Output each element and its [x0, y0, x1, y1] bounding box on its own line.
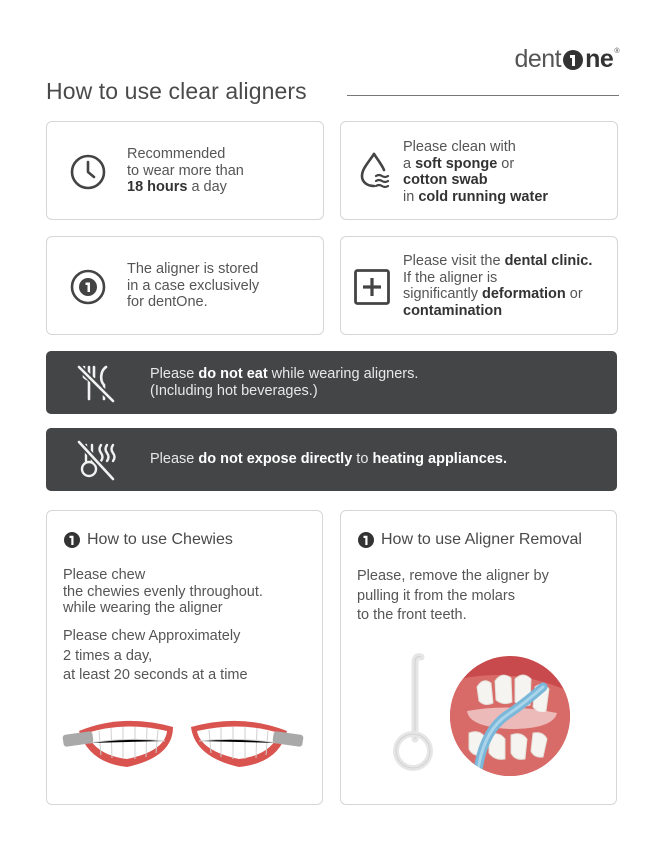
text-line [403, 156, 548, 173]
chewies-heading [63, 531, 233, 549]
card-storage-case [46, 236, 324, 335]
warning-bar-no-heat [46, 428, 617, 491]
card-cleaning [340, 121, 618, 220]
text-line [127, 261, 259, 278]
warning-no-eating-text [150, 366, 418, 399]
card-cleaning-text [403, 139, 548, 205]
dentone-bullet-icon [357, 531, 375, 549]
emphasis-text: cotton swab [403, 172, 488, 188]
chewies-line: at least 20 seconds at a time [63, 667, 248, 683]
body-text: a [403, 155, 416, 172]
text-line [403, 253, 592, 270]
body-text: If the aligner is [403, 269, 498, 286]
body-text: for dentOne. [127, 294, 208, 310]
text-line [403, 286, 592, 303]
text-line [403, 303, 592, 320]
card-chewies-guide [46, 510, 323, 805]
card-clinic-visit [340, 236, 618, 335]
body-text: significantly [403, 286, 482, 302]
emphasis-text: deformation [481, 286, 566, 302]
text-line [403, 270, 592, 287]
no-heat-icon [76, 439, 118, 481]
body-text: Please clean with [403, 139, 516, 155]
emphasis-text: do not eat [198, 366, 268, 382]
text-line [403, 189, 548, 206]
body-text: Please [150, 451, 199, 467]
logo-text-right: ne [585, 44, 614, 73]
text-line [150, 383, 418, 400]
text-line [403, 139, 548, 156]
medical-plus-icon [353, 268, 391, 306]
title-divider [347, 95, 619, 96]
removal-title: How to use Aligner Removal [381, 531, 582, 548]
dentone-case-icon [69, 268, 107, 306]
body-text: Recommended [127, 146, 226, 162]
body-text: (Including hot beverages.) [150, 382, 318, 399]
body-text: in a case exclusively [127, 277, 260, 294]
warning-bar-no-eating [46, 351, 617, 414]
chewies-line: 2 times a day, [63, 647, 153, 664]
body-text: to wear more than [127, 162, 244, 179]
emphasis-text: 18 hours [127, 179, 188, 195]
body-text: to [352, 451, 373, 467]
chewies-line: Please chew [63, 567, 146, 583]
removal-line: Please, remove the aligner by [357, 568, 549, 584]
body-text: a day [187, 179, 227, 195]
dentone-bullet-icon [63, 531, 81, 549]
logo-text-left: dent [514, 44, 562, 73]
emphasis-text: do not expose directly [198, 451, 353, 467]
text-line [127, 146, 244, 163]
text-line [403, 172, 548, 189]
page-title: How to use clear aligners [46, 78, 307, 104]
dentone-logo [514, 46, 619, 72]
text-line [127, 278, 259, 295]
text-line [150, 366, 418, 383]
removal-line: to the front teeth. [357, 607, 467, 623]
text-line [127, 179, 244, 196]
emphasis-text: dental clinic. [504, 253, 593, 269]
aligner-removal-photo-illustration [447, 653, 573, 779]
body-text: Please [150, 366, 199, 382]
removal-instructions [357, 567, 549, 626]
chewies-frequency [63, 627, 248, 686]
chewies-teeth-illustration [61, 711, 311, 773]
circle-one-icon [562, 49, 584, 71]
mouth-left [62, 721, 173, 767]
aligner-removal-tool-illustration [391, 651, 441, 775]
removal-heading [357, 531, 582, 549]
body-text: or [565, 286, 583, 302]
card-clinic-text [403, 253, 592, 319]
card-wear-time [46, 121, 324, 220]
body-text: while wearing aligners. [267, 366, 419, 382]
no-eating-icon [76, 363, 116, 403]
chewies-line: while wearing the aligner [63, 600, 223, 616]
text-line [150, 451, 507, 468]
text-line [127, 163, 244, 180]
body-text: Please visit the [403, 253, 505, 269]
body-text: or [497, 155, 515, 172]
card-storage-text [127, 261, 259, 311]
emphasis-text: contamination [403, 302, 503, 319]
clock-icon [69, 153, 107, 191]
card-aligner-removal-guide [340, 510, 617, 805]
card-wear-text [127, 146, 244, 196]
chewies-line: the chewies evenly throughout. [63, 583, 263, 600]
removal-line: pulling it from the molars [357, 587, 515, 604]
emphasis-text: heating appliances. [372, 451, 508, 467]
emphasis-text: soft sponge [415, 155, 498, 172]
body-text: The aligner is stored [127, 261, 259, 277]
emphasis-text: cold running water [418, 188, 549, 205]
chewies-line: Please chew Approximately [63, 628, 241, 644]
text-line [127, 294, 259, 311]
chewies-title: How to use Chewies [87, 531, 233, 548]
water-drop-icon [356, 150, 396, 190]
chewies-instructions [63, 567, 263, 617]
warning-no-heat-text [150, 451, 507, 468]
body-text: in [403, 188, 419, 205]
mouth-right [191, 721, 304, 767]
registered-mark: ® [614, 48, 619, 55]
